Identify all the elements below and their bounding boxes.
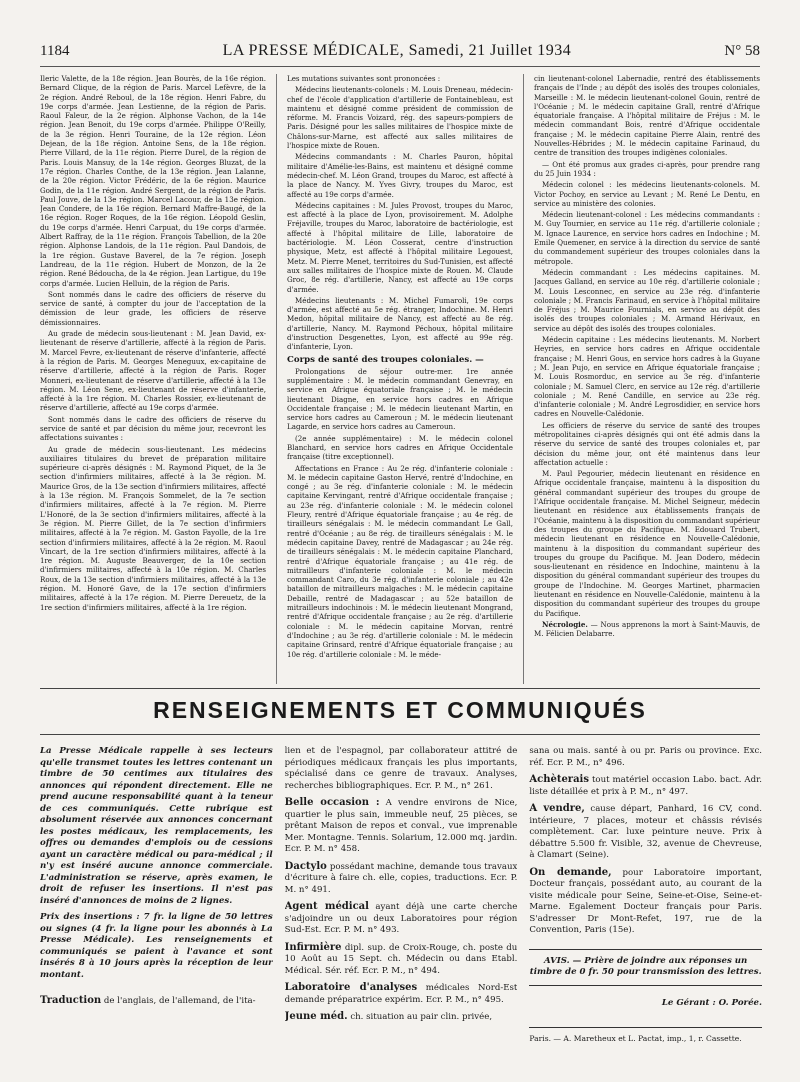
top-columns xyxy=(40,74,760,684)
paragraph: Sont nommés dans le cadre des officiers de réserve du service de santé, à compter du jour de l'acceptation de la démission de leur grade, les officiers de réserve démissionnaires. xyxy=(40,289,266,327)
ad-heading: A vendre, xyxy=(529,803,585,814)
publication-title: LA PRESSE MÉDICALE, Samedi, 21 Juillet 1934 xyxy=(222,42,572,59)
paragraph: Médecin commandant : Les médecins capitaines. M. Jacques Galland, en service au 10e rég. d'artillerie coloniale ; M. Louis Lesconnec, en service au 23e rég. d'infanterie coloniale ; M. Francis Farinaud, en service à l'hôpital militaire de Fréjus ; M. Maurice Fournials, en service au dépôt des isolés des troupes coloniales ; M. Armand Hérivaux, en service au dépôt des isolés des troupes coloniales. xyxy=(534,267,760,333)
ad-text: médicales Nord-Est demande préparatrice expérim. Ecr. P. M., n° 495. xyxy=(284,983,518,1005)
paragraph: Médecins lieutenants-colonels : M. Louis Dreneau, médecin-chef de l'école d'application d'artillerie de Fontainebleau, est maintenu et désigné comme président de commission de réforme. M. Francis Voizard, rég. des sapeurs-pompiers de Paris. Désigné pour les salles militaires de l'hospice mixte de Châlons-sur-Marne, est affecté aux salles militaires de l'hospice mixte de Rouen. xyxy=(287,85,513,151)
paragraph: Prolongations de séjour outre-mer. 1re année supplémentaire : M. le médecin commandant Genevray, en service en Afrique équatoriale française ; M. le médecin lieutenant Diagne, en service hors cadres en Afrique Occidentale française ; M. le médecin lieutenant Martin, en service hors cadres au Cameroun ; M. le médecin lieutenant Lagarde, en service hors cadres au Cameroun. xyxy=(287,366,513,432)
section-rule xyxy=(40,688,760,689)
ad-text: dipl. sup. de Croix-Rouge, ch. poste du 10 Août au 15 Sept. ch. Médecin ou dans Etabl. Médical. Sér. réf. Ecr. P. M., n° 494. xyxy=(284,942,518,976)
ad-text: possédant machine, demande tous travaux d'écriture à faire ch. elle, copies, traductions. Ecr. P. M. n° 491. xyxy=(284,861,518,895)
paragraph: Les mutations suivantes sont prononcées : xyxy=(287,74,441,83)
page-number: 1184 xyxy=(40,43,70,59)
necrology-label: Nécrologie. xyxy=(542,619,588,629)
classified-ad xyxy=(285,901,518,937)
ad-heading: Achèterais xyxy=(529,774,589,785)
classified-ad xyxy=(40,995,273,1008)
bottom-columns xyxy=(40,746,762,1056)
classified-ad xyxy=(285,861,518,897)
notice-box: AVIS. — Prière de joindre aux réponses un timbre de 0 fr. 50 pour transmission des lettres. xyxy=(529,949,762,986)
classified-ad xyxy=(529,867,762,937)
paragraph: Au grade de médecin sous-lieutenant. Les médecins auxiliaires titulaires du brevet de préparation militaire supérieure ci-après désignés : M. Raymond Piquet, de la 3e section d'infirmiers militaires, affecté à la 3e région. M. Maurice Gros, de la 13e section d'infirmiers militaires, affecté à la 13e région. M. François Sommelet, de la 7e section d'infirmiers militaires, affecté à la 7e région. M. Pierre L'Honoré, de la 3e section d'infirmiers militaires, affecté à la 3e région. M. Pierre Gillet, de la 7e section d'infirmiers militaires, affecté à la 7e région. M. Gaston Fayolle, de la 1re section d'infirmiers militaires, affecté à la 2e région. M. Raoul Vincart, de la 1re section d'infirmiers militaires, affecté à la 1re région. M. Auguste Beauverger, de la 10e section d'infirmiers militaires, affecté à la 10e région. M. Charles Roux, de la 13e section d'infirmiers militaires, affecté à la 13e région. M. Honoré Gave, de la 17e section d'infirmiers militaires, affecté à la 17e région. M. Pierre Dereuetz, de la 1re section d'infirmiers militaires, affecté à la 1re région. xyxy=(40,444,266,612)
necrology-text: — Nous apprenons la mort à Saint-Mauvis, de M. Félicien Delabarre. xyxy=(534,619,760,639)
column-divider xyxy=(523,74,524,684)
classified-ad xyxy=(285,1011,518,1024)
ad-heading: Jeune méd. xyxy=(284,1011,348,1022)
paragraph: Médecin lieutenant-colonel : Les médecins commandants : M. Guy Tournier, en service au 11e rég. d'artillerie coloniale ; M. Ignace Laurence, en service hors cadres en Indochine ; M. Emile Quemener, en service à la direction du service de santé du commandement supérieur des troupes coloniales dans la métropole. xyxy=(534,210,760,266)
ad-text: A vendre environs de Nice, quartier le plus sain, immeuble neuf, 25 pièces, se prêtant Maison de repos et conval., vue imprenable Mer. Montagne. Tennis. Solarium, 12.000 mq. jardin. Ecr. P. M. n° 458. xyxy=(284,798,518,854)
ad-text: ayant déjà une carte cherche s'adjoindre un ou deux Laboratoires pour région Sud-Est. Ecr. P. M. n° 493. xyxy=(284,902,518,935)
ad-heading: Traduction xyxy=(40,995,102,1006)
column-1 xyxy=(40,74,266,684)
classified-ad: lien et de l'espagnol, par collaborateur attitré de périodiques médicaux français les plus importants, spécialisé dans ce genre de travaux. Analyses, recherches bibliographiques. Ecr. P. M., n° 261. xyxy=(284,746,518,791)
notice-intro: La Presse Médicale rappelle à ses lecteurs qu'elle transmet toutes les lettres contenant un timbre de 50 centimes aux titulaires des annonces qui répondent directement. Elle ne prend aucune responsabilité quant à la teneur de ces communiqués. Cette rubrique est absolument réservée aux annonces concernant les postes médicaux, les remplacements, les offres ou demandes d'emplois ou de cessions ayant un caractère médical ou para-médical ; il n'y est inséré aucune annonce commerciale. L'administration se réserve, après examen, le droit de refuser les insertions. Il n'est pas inséré d'annonces de moins de 2 lignes. xyxy=(40,746,273,906)
notice-prices: Prix des insertions : 7 fr. la ligne de 50 lettres ou signes (4 fr. la ligne pour les abonnés à La Presse Médicale). Les renseignements et communiqués se paient à l'avance et sont insérés 8 à 10 jours après la réception de leur montant. xyxy=(40,912,273,980)
classified-ad xyxy=(529,774,762,798)
page-header xyxy=(40,42,760,67)
paragraph: Au grade de médecin sous-lieutenant : M. Jean David, ex-lieutenant de réserve d'artillerie, affecté à la région de Paris. M. Marcel Fevre, ex-lieutenant de réserve d'infanterie, affecté à la région de Paris. M. Georges Meneguux, ex-capitaine de réserve d'artillerie, affecté à la région de Paris. Roger Monneri, ex-lieutenant de réserve d'artillerie, affecté à la 13e région. M. Léon Sene, ex-lieutenant de réserve d'infanterie, affecté à la 1re région. M. Charles Rossier, ex-lieutenant de réserve d'artillerie, affecté au 19e corps d'armée. xyxy=(40,329,266,413)
ad-text: cause départ, Panhard, 16 CV, cond. intérieure, 7 places, moteur et châssis révisés complètement. Car. luxe peinture neuve. Prix à débattre 5.500 fr. Visible, 32, avenue de Chevreuse, à Clamart (Seine). xyxy=(529,804,762,860)
ad-heading: Belle occasion : xyxy=(284,797,380,808)
section-rule xyxy=(40,734,760,735)
paragraph: M. Paul Pegourier, médecin lieutenant en résidence en Afrique occidentale française, maintenu à la disposition du général commandant supérieur des troupes du groupe de l'Afrique occidentale française. M. Michel Seigneur, médecin lieutenant en résidence aux établissements français de l'Océanie, maintenu à la disposition du commandant supérieur des troupes du groupe du Pacifique. M. Edouard Trubert, médecin lieutenant en résidence en Nouvelle-Calédonie, maintenu à la disposition du commandant supérieur des troupes du groupe du Pacifique. M. Jean Dodero, médecin sous-lieutenant en résidence en Indochine, maintenu à la disposition du général commandant supérieur des troupes du groupe de l'Indochine. M. Georges Martinet, pharmacien lieutenant en résidence en Nouvelle-Calédonie, maintenu à la disposition du commandant supérieur des troupes du groupe du Pacifique. xyxy=(534,469,760,618)
issue-number: N° 58 xyxy=(724,43,760,59)
section-title: Corps de santé des troupes coloniales. — xyxy=(287,354,484,365)
column-divider xyxy=(276,74,277,684)
paragraph: Médecin colonel : les médecins lieutenants-colonels. M. Victor Pochoy, en service au Levant ; M. René Le Dentu, en service au ministère des colonies. xyxy=(534,180,760,208)
paragraph: (2e année supplémentaire) : M. le médecin colonel Blanchard, en service hors cadres en Afrique Occidentale française (titre exceptionnel). xyxy=(287,433,513,462)
paragraph: Médecin capitaine : Les médecins lieutenants. M. Norbert Heyries, en service hors cadres en Afrique occidentale française ; M. Henri Gous, en service hors cadres à la Guyane ; M. Jean Pujo, en service en Afrique équatoriale française ; M. Louis Rosmorduc, en service au 3e rég. d'infanterie coloniale ; M. Samuel Clerc, en service au 12e rég. d'artillerie coloniale ; M. René Candille, en service au 23e rég. d'infanterie coloniale ; M. André Legrosdidier, en service hors cadres en Nouvelle-Calédonie. xyxy=(534,335,760,419)
paragraph: — Ont été promus aux grades ci-après, pour prendre rang du 25 Juin 1934 : xyxy=(534,159,760,178)
paragraph: Affectations en France : Au 2e rég. d'infanterie coloniale : M. le médecin capitaine Gaston Hervé, rentré d'Indochine, en congé ; au 3e rég. d'infanterie coloniale : M. le médecin capitaine Kervingant, rentré d'Afrique occidentale française ; au 23e rég. d'infanterie coloniale : M. le médecin colonel Fleury, rentré d'Afrique équatoriale française ; au 4e rég. de tirailleurs sénégalais : M. le médecin commandant Le Gall, rentré d'Océanie ; au 8e rég. de tirailleurs sénégalais : M. le médecin capitaine Davey, rentré de Madagascar ; au 24e rég. de tirailleurs sénégalais : M. le médecin capitaine Planchard, rentré d'Afrique équatoriale française ; au 41e rég. de mitrailleurs d'infanterie coloniale : M. le médecin commandant Caro, du 3e rég. d'infanterie coloniale ; au 42e bataillon de mitrailleurs malgaches : M. le médecin capitaine Debaille, rentré de Madagascar ; au 52e bataillon de mitrailleurs indochinois : M. le médecin lieutenant Mongrand, rentré d'Afrique occidentale française ; au 2e rég. d'artillerie coloniale : M. le médecin capitaine Morvan, rentré d'Indochine ; au 3e rég. d'artillerie coloniale : M. le médecin capitaine Grinsard, rentré d'Afrique équatoriale française ; au 10e rég. d'artillerie coloniale : M. le méde- xyxy=(287,463,513,659)
ad-text: de l'anglais, de l'allemand, de l'ita- xyxy=(103,996,256,1006)
column-2 xyxy=(287,74,513,684)
classified-ad xyxy=(285,797,518,856)
bottom-column-3 xyxy=(529,746,762,1056)
printer-imprint: Paris. — A. Maretheux et L. Pactat, imp., 1, r. Cassette. xyxy=(529,1027,762,1045)
necrology xyxy=(534,620,760,639)
ad-heading: Dactylo xyxy=(284,860,327,872)
classified-ad xyxy=(285,942,518,978)
classified-ad: sana ou mais. santé à ou pr. Paris ou province. Exc. réf. Ecr. P. M., n° 496. xyxy=(529,746,762,768)
ad-heading: Laboratoire d'analyses xyxy=(284,982,418,993)
column-3 xyxy=(534,74,760,684)
paragraph: Médecins lieutenants : M. Michel Fumaroli, 19e corps d'armée, est affecté au 5e rég. étranger, Indochine. M. Henri Medon, hôpital militaire de Nancy, est affecté au 8e rég. d'artillerie, Nancy. M. Raymond Péchoux, hôpital militaire d'instruction Desgenettes, Lyon, est affecté au 99e rég. d'infanterie, Lyon. xyxy=(287,295,513,352)
ad-text: ch. situation au pair clin. privée, xyxy=(350,1012,493,1022)
paragraph: Médecins commandants : M. Charles Pauron, hôpital militaire d'Amélie-les-Bains, est maintenu et désigné comme médecin-chef. M. Léon Grand, troupes du Maroc, est affecté à la place de Nancy. M. Yves Givry, troupes du Maroc, est affecté au 19e corps d'armée. xyxy=(287,152,513,199)
paragraph: Les officiers de réserve du service de santé des troupes métropolitaines ci-après désignés qui ont été admis dans la réserve du service de santé des troupes coloniales et, par décision du même jour, ont été maintenus dans leur affectation actuelle : xyxy=(534,420,760,467)
section-heading: RENSEIGNEMENTS ET COMMUNIQUÉS xyxy=(153,697,647,723)
bottom-column-2 xyxy=(285,746,518,1056)
ad-heading: Agent médical xyxy=(284,901,369,912)
paragraph: Ileric Valette, de la 18e région. Jean Bourès, de la 16e région. Bernard Clique, de la région de Paris. Marcel Lefèvre, de la 2e région. André Reboul, de la 18e région. Henri Fabre, du 19e corps d'armée. Jean Lestienne, de la région de Paris. Raoul Faleur, de la 2e région. Alphonse Vachon, de la 14e région. Jean Benoit, du 19e corps d'armée. Philippe O'Reilly, de la 3e région. Henri Touraine, de la 12e région. Léon Dejean, de la 18e région. Antoine Sens, de la 18e région. Pierre Villard, de la 11e région. Pierre Durel, de la région de Paris. Louis Mansuy, de la 14e région. Georges Bluzat, de la 17e région. Charles Conthe, de la 13e région. Jean Lalanne, de la 20e région. Victor Frédéric, de la 6e région. Maurice Godin, de la 11e région. André Sergent, de la région de Paris. Paul Jouve, de la 13e région. Marcel Lacour, de la 13e région. Jean Condere, de la 16e région. Bernard Maffre-Baugé, de la 16e région. Roger Roques, de la 16e région. Léopold Geslin, du 19e corps d'armée. Henri Carpuat, du 19e corps d'armée. Albert Raffray, de la 11e région. François Tabellion, de la 20e région. Alphonse Landois, de la 11e région. Paul Dandois, de la 1re région. Gustave Baverel, de la 7e région. Joseph Landreau, de la 11e région. Hubert de Monzon, de la 2e région. René Bédoucha, de la 4e région. Jean Lartigue, du 19e corps d'armée. Lucien Helluin, de la région de Paris. xyxy=(40,74,266,288)
paragraph: cin lieutenant-colonel Labernadie, rentré des établissements français de l'Inde ; au dépôt des isolés des troupes coloniales, Marseille : M. le médecin lieutenant-colonel Gouin, rentré de l'Océanie ; M. le médecin capitaine Grall, rentré d'Afrique équatoriale française. A l'hôpital militaire de Fréjus : M. le médecin commandant Bois, rentré d'Afrique occidentale française ; M. le médecin capitaine Pierre Alain, rentré des Nouvelles-Hébrides ; M. le médecin capitaine Farinaud, du centre de transition des troupes indigènes coloniales. xyxy=(534,74,760,158)
ad-text: tout matériel occasion Labo. bact. Adr. liste détaillée et prix à P. M., n° 497. xyxy=(529,775,762,797)
paragraph: Sont nommés dans le cadre des officiers de réserve du service de santé et par décision du même jour, recevront les affectations suivantes : xyxy=(40,414,266,443)
manager-signature: Le Gérant : O. Porée. xyxy=(661,997,762,1008)
ad-text: pour Laboratoire important, Docteur français, possédant auto, au courant de la visite médicale pour Seine, Seine-et-Oise, Seine-et-Marne. Egalement Docteur français pour Paris. S'adresser Dr Mont-Refet, 197, rue de la Convention, Paris (15e). xyxy=(529,867,762,935)
classified-ad xyxy=(285,982,518,1006)
classified-ad xyxy=(529,803,762,862)
ad-heading: On demande, xyxy=(529,866,612,878)
bottom-column-1 xyxy=(40,746,273,1056)
paragraph: Médecins capitaines : M. Jules Provost, troupes du Maroc, est affecté à la place de Lyon, provisoirement. M. Adolphe Fréjaville, troupes du Maroc, laboratoire de bactériologie, est affecté à l'hôpital militaire de Lille, laboratoire de bactériologie. M. Léon Cosserat, centre d'instruction physique, Metz, est affecté à l'hôpital militaire Legouest, Metz. M. Pierre Menet, territoires du Sud-Tunisien, est affecté aux salles militaires de l'hospice mixte de Rouen. M. Claude Groc, 8e rég. d'artillerie, Nancy, est affecté au 19e corps d'armée. xyxy=(287,200,513,294)
ad-heading: Infirmière xyxy=(284,941,342,953)
